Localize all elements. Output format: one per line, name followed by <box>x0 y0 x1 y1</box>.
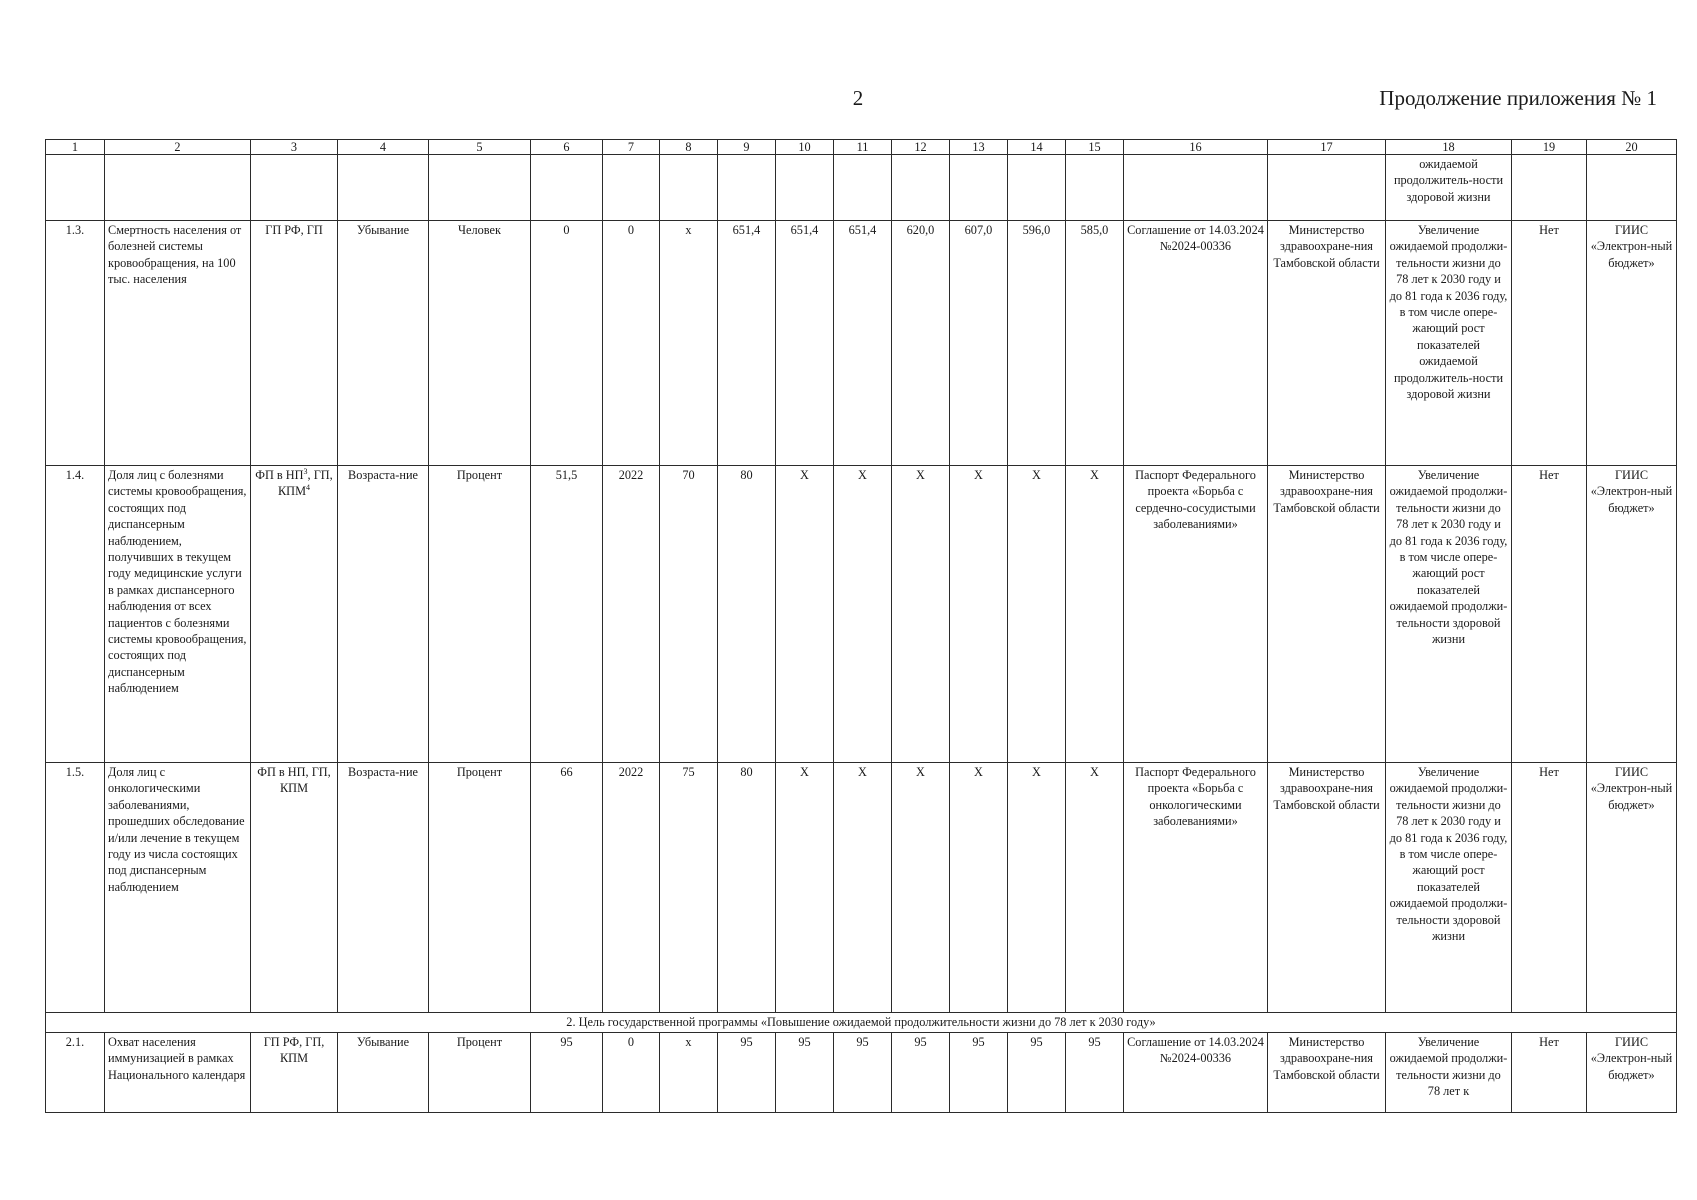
cell-link: ожидаемой продолжитель-ности здоровой жизни <box>1386 155 1512 221</box>
column-number: 19 <box>1512 140 1587 155</box>
cell-value: 95 <box>776 1033 834 1113</box>
cell-value: 596,0 <box>1008 221 1066 466</box>
column-number: 12 <box>892 140 950 155</box>
cell-value: х <box>660 1033 718 1113</box>
cell-base-value: 95 <box>531 1033 603 1113</box>
cell-responsible: Министерство здравоохране-ния Тамбовской области <box>1268 1033 1386 1113</box>
column-number: 17 <box>1268 140 1386 155</box>
cell-value: 585,0 <box>1066 221 1124 466</box>
table-row <box>46 221 1677 466</box>
table-row <box>46 763 1677 1013</box>
cell-value: х <box>660 221 718 466</box>
column-number: 20 <box>1587 140 1677 155</box>
table-row <box>46 1033 1677 1113</box>
cell-unit: Процент <box>429 1033 531 1113</box>
level-text: , ГП, КПМ <box>277 468 333 499</box>
column-number: 18 <box>1386 140 1512 155</box>
cell-base-value: 0 <box>531 221 603 466</box>
cell-level: ГП РФ, ГП <box>251 221 338 466</box>
table-row-continuation <box>46 155 1677 221</box>
cell-document: Паспорт Федерального проекта «Борьба с онкологическими заболеваниями» <box>1124 763 1268 1013</box>
cell-base-year: 0 <box>603 221 660 466</box>
column-number: 10 <box>776 140 834 155</box>
cell-value: 95 <box>718 1033 776 1113</box>
cell-value: 620,0 <box>892 221 950 466</box>
cell-value: 95 <box>834 1033 892 1113</box>
cell-responsible: Министерство здравоохране-ния Тамбовской области <box>1268 221 1386 466</box>
footnote-mark: 4 <box>306 483 311 493</box>
cell-number: 1.3. <box>46 221 105 466</box>
page-number: 2 <box>852 86 864 110</box>
appendix-title: Продолжение приложения № 1 <box>1379 86 1657 110</box>
cell-value: 95 <box>950 1033 1008 1113</box>
cell-system: ГИИС «Электрон-ный бюджет» <box>1587 1033 1677 1113</box>
cell-system: ГИИС «Электрон-ный бюджет» <box>1587 763 1677 1013</box>
cell-value: 651,4 <box>776 221 834 466</box>
cell-link: Увеличение ожидаемой продолжи-тельности жизни до 78 лет к <box>1386 1033 1512 1113</box>
column-number: 7 <box>603 140 660 155</box>
indicators-table <box>45 139 1677 1113</box>
cell-base-year: 0 <box>603 1033 660 1113</box>
column-number: 15 <box>1066 140 1124 155</box>
column-number: 5 <box>429 140 531 155</box>
cell-number: 1.4. <box>46 466 105 763</box>
cell-system: ГИИС «Электрон-ный бюджет» <box>1587 466 1677 763</box>
cell-link: Увеличение ожидаемой продолжи-тельности жизни до 78 лет к 2030 году и до 81 года к 2036 году, в том числе опере-жающий рост показателей ожидаемой продолжитель-ности здоровой жизни <box>1386 221 1512 466</box>
cell-value: 95 <box>892 1033 950 1113</box>
cell-flag: Нет <box>1512 466 1587 763</box>
cell-flag: Нет <box>1512 1033 1587 1113</box>
cell-indicator-name: Охват населения иммунизацией в рамках Национального календаря <box>105 1033 251 1113</box>
cell-trend: Убывание <box>338 1033 429 1113</box>
cell-trend: Убывание <box>338 221 429 466</box>
column-number: 8 <box>660 140 718 155</box>
cell-base-year: 2022 <box>603 763 660 1013</box>
cell-trend: Возраста-ние <box>338 466 429 763</box>
cell-value: 80 <box>718 466 776 763</box>
footnote-mark: 3 <box>303 466 308 476</box>
cell-trend: Возраста-ние <box>338 763 429 1013</box>
column-number: 14 <box>1008 140 1066 155</box>
level-text: ФП в НП <box>255 468 304 482</box>
cell-unit: Процент <box>429 763 531 1013</box>
cell-value: Х <box>1066 466 1124 763</box>
cell-value: Х <box>1008 466 1066 763</box>
cell-level: ГП РФ, ГП, КПМ <box>251 1033 338 1113</box>
column-number: 1 <box>46 140 105 155</box>
column-number: 16 <box>1124 140 1268 155</box>
cell-level: ФП в НП, ГП, КПМ <box>251 763 338 1013</box>
column-number: 2 <box>105 140 251 155</box>
cell-flag: Нет <box>1512 763 1587 1013</box>
cell-level <box>251 466 338 763</box>
cell-value: 651,4 <box>718 221 776 466</box>
cell-value: 70 <box>660 466 718 763</box>
cell-value: 95 <box>1066 1033 1124 1113</box>
cell-document: Паспорт Федерального проекта «Борьба с сердечно-сосудистыми заболеваниями» <box>1124 466 1268 763</box>
cell-value: Х <box>1066 763 1124 1013</box>
column-number-row <box>46 140 1677 155</box>
cell-value: Х <box>892 763 950 1013</box>
goal-title: 2. Цель государственной программы «Повышение ожидаемой продолжительности жизни до 78 лет к 2030 году» <box>46 1013 1677 1033</box>
cell-value: Х <box>1008 763 1066 1013</box>
cell-unit: Процент <box>429 466 531 763</box>
cell-base-value: 66 <box>531 763 603 1013</box>
cell-value: 607,0 <box>950 221 1008 466</box>
cell-responsible: Министерство здравоохране-ния Тамбовской области <box>1268 466 1386 763</box>
cell-responsible: Министерство здравоохране-ния Тамбовской области <box>1268 763 1386 1013</box>
cell-number: 2.1. <box>46 1033 105 1113</box>
cell-flag: Нет <box>1512 221 1587 466</box>
cell-value: 80 <box>718 763 776 1013</box>
cell-base-value: 51,5 <box>531 466 603 763</box>
goal-row <box>46 1013 1677 1033</box>
cell-value: Х <box>892 466 950 763</box>
cell-value: 651,4 <box>834 221 892 466</box>
cell-link: Увеличение ожидаемой продолжи-тельности жизни до 78 лет к 2030 году и до 81 года к 2036 году, в том числе опере-жающий рост показателей ожидаемой продолжи-тельности здоровой жизни <box>1386 763 1512 1013</box>
column-number: 3 <box>251 140 338 155</box>
column-number: 11 <box>834 140 892 155</box>
table-row <box>46 466 1677 763</box>
cell-indicator-name: Смертность населения от болезней системы кровообращения, на 100 тыс. населения <box>105 221 251 466</box>
cell-value: Х <box>776 763 834 1013</box>
cell-base-year: 2022 <box>603 466 660 763</box>
cell-value: Х <box>834 466 892 763</box>
cell-indicator-name: Доля лиц с болезнями системы кровообращения, состоящих под диспансерным наблюдением, получивших в текущем году медицинские услуги в рамках диспансерного наблюдения от всех пациентов с болезнями системы кровообращения, состоящих под диспансерным наблюдением <box>105 466 251 763</box>
cell-unit: Человек <box>429 221 531 466</box>
cell-document: Соглашение от 14.03.2024 №2024-00336 <box>1124 221 1268 466</box>
column-number: 13 <box>950 140 1008 155</box>
cell-value: 95 <box>1008 1033 1066 1113</box>
column-number: 4 <box>338 140 429 155</box>
cell-value: Х <box>776 466 834 763</box>
cell-value: Х <box>950 466 1008 763</box>
cell-indicator-name: Доля лиц с онкологическими заболеваниями, прошедших обследование и/или лечение в текущем году из числа состоящих под диспансерным наблюдением <box>105 763 251 1013</box>
column-number: 9 <box>718 140 776 155</box>
cell-link: Увеличение ожидаемой продолжи-тельности жизни до 78 лет к 2030 году и до 81 года к 2036 году, в том числе опере-жающий рост показателей ожидаемой продолжи-тельности здоровой жизни <box>1386 466 1512 763</box>
column-number: 6 <box>531 140 603 155</box>
cell-system: ГИИС «Электрон-ный бюджет» <box>1587 221 1677 466</box>
cell-value: Х <box>834 763 892 1013</box>
cell-number: 1.5. <box>46 763 105 1013</box>
cell-value: Х <box>950 763 1008 1013</box>
cell-value: 75 <box>660 763 718 1013</box>
cell-document: Соглашение от 14.03.2024 №2024-00336 <box>1124 1033 1268 1113</box>
